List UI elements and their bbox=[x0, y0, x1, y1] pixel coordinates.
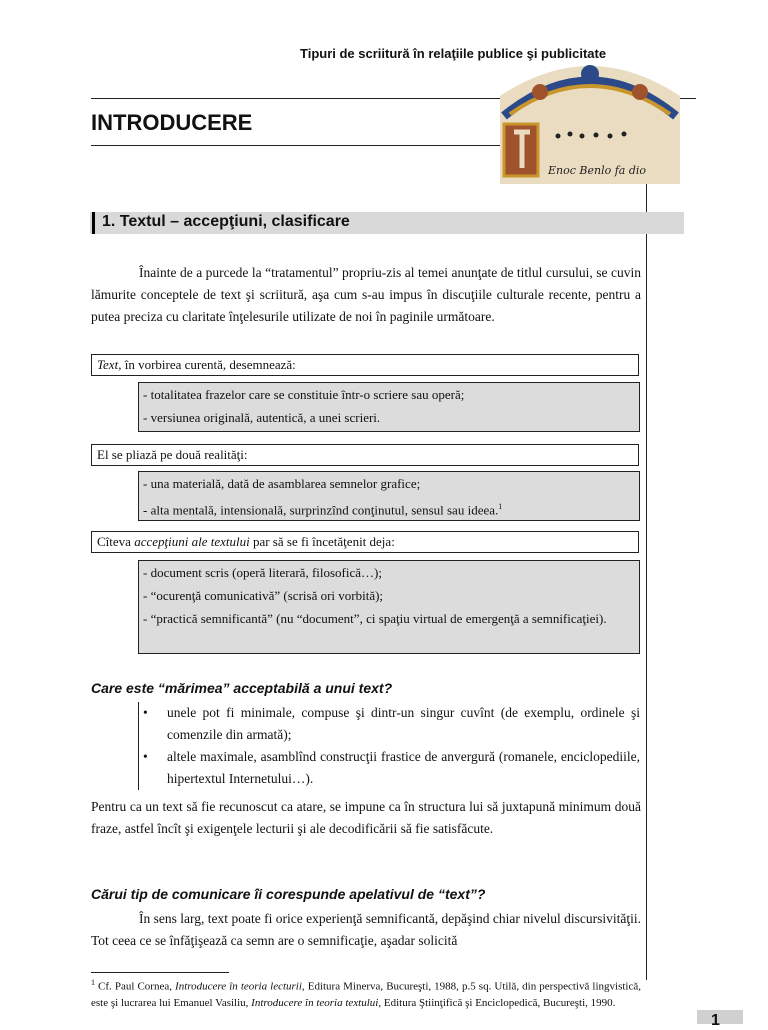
footnote-rule bbox=[91, 972, 229, 973]
definition-sub-1 bbox=[138, 382, 640, 432]
list-item: • unele pot fi minimale, compuse şi dintr-un singur cuvînt (de exemplu, ordinele şi comenzile din armată); bbox=[143, 705, 640, 742]
illuminated-initial bbox=[500, 56, 680, 184]
definition-box-2 bbox=[91, 444, 639, 466]
list-item: - una materială, dată de asamblarea semnelor grafice; bbox=[143, 476, 421, 491]
footnote-ref: 1 bbox=[498, 502, 503, 511]
list-item: - “practică semnificantă” (nu “document”, ci spaţiu virtual de emergenţă a semnificaţiei). bbox=[143, 611, 607, 626]
list-item: - alta mentală, intensională, surprinzînd conţinutul, sensul sau ideea.$^1$ bbox=[143, 502, 503, 518]
section-heading bbox=[90, 212, 684, 234]
page-title: INTRODUCERE bbox=[91, 110, 253, 135]
page-number-box bbox=[697, 1010, 743, 1029]
definition-box-1 bbox=[91, 354, 639, 376]
section-bar bbox=[92, 212, 95, 234]
title-rule bbox=[91, 145, 501, 146]
list-item: - document scris (operă literară, filosofică…); bbox=[143, 565, 382, 580]
question-1: Care este “mărimea” acceptabilă a unui text? bbox=[91, 680, 393, 696]
definition-sub-3 bbox=[138, 560, 640, 654]
running-header: Tipuri de scriitură în relaţiile publice şi publicitate bbox=[300, 46, 607, 61]
paragraph-2: Pentru ca un text să fie recunoscut ca atare, se impune ca în structura lui să juxtapună minimum două fraze, astfel încît şi exigenţele lecturii şi ale decodificării să fie satisfăcute. bbox=[91, 799, 641, 836]
box3-lead-em: accepţiuni ale textului bbox=[134, 534, 250, 549]
list-item: • altele maximale, asamblînd construcţii frastice de anvergură (romanele, enciclopediile, hipertextul Internetului…). bbox=[143, 749, 640, 786]
definition-sub-2 bbox=[138, 471, 640, 521]
list-item: - versiunea originală, autentică, a unei scrieri. bbox=[143, 410, 381, 425]
box1-lead-em: Text bbox=[97, 357, 119, 372]
intro-paragraph: Înainte de a purcede la “tratamentul” propriu-zis al temei anunţate de titlul cursului, se cuvin lămurite conceptele de text şi scriitură, aşa cum s-au impus în discuţiile culturale recente, pentru a putea preciza cu claritate înţelesurile utilizate de noi în paginile următoare. bbox=[91, 265, 641, 324]
section-title: 1. Textul – accepţiuni, clasificare bbox=[102, 213, 350, 230]
illuminated-manuscript-image bbox=[500, 56, 680, 184]
definition-box-3: Cîteva accepţiuni ale textului par să se fi încetăţenit deja: bbox=[91, 531, 639, 553]
box2-lead: El se pliază pe două realităţi: bbox=[97, 447, 248, 462]
list-item: - totalitatea frazelor care se constituie într-o scriere sau operă; bbox=[143, 387, 465, 402]
paragraph-3: În sens larg, text poate fi orice experienţă semnificantă, depăşind chiar nivelul discursivităţii. Tot ceea ce se înfăţişează ca semn are o semnificaţie, aşadar solicită bbox=[91, 911, 641, 948]
question-2: Cărui tip de comunicare îi corespunde apelativul de “text”? bbox=[91, 886, 486, 902]
size-list bbox=[138, 702, 640, 790]
illumination-caption: Enoc Benlo fa dio bbox=[548, 164, 647, 177]
list-item: - “ocurenţă comunicativă” (scrisă ori vorbită); bbox=[143, 588, 384, 603]
page-number: 1 bbox=[711, 1012, 720, 1029]
box1-lead-rest: , în vorbirea curentă, desemnează: bbox=[118, 357, 296, 372]
margin-rule bbox=[646, 184, 647, 980]
footnote: $^1$ Cf. Paul Cornea, Introducere în teoria lecturii, Editura Minerva, Bucureşti, 1988, p.5 sq. Utilă, din perspectivă lingvistică, este şi lucrarea lui Emanuel Vasiliu, Introducere în teoria textului, Editura Ştiinţifică şi Enciclopedică, Bucureşti, 1990. bbox=[91, 978, 641, 1009]
